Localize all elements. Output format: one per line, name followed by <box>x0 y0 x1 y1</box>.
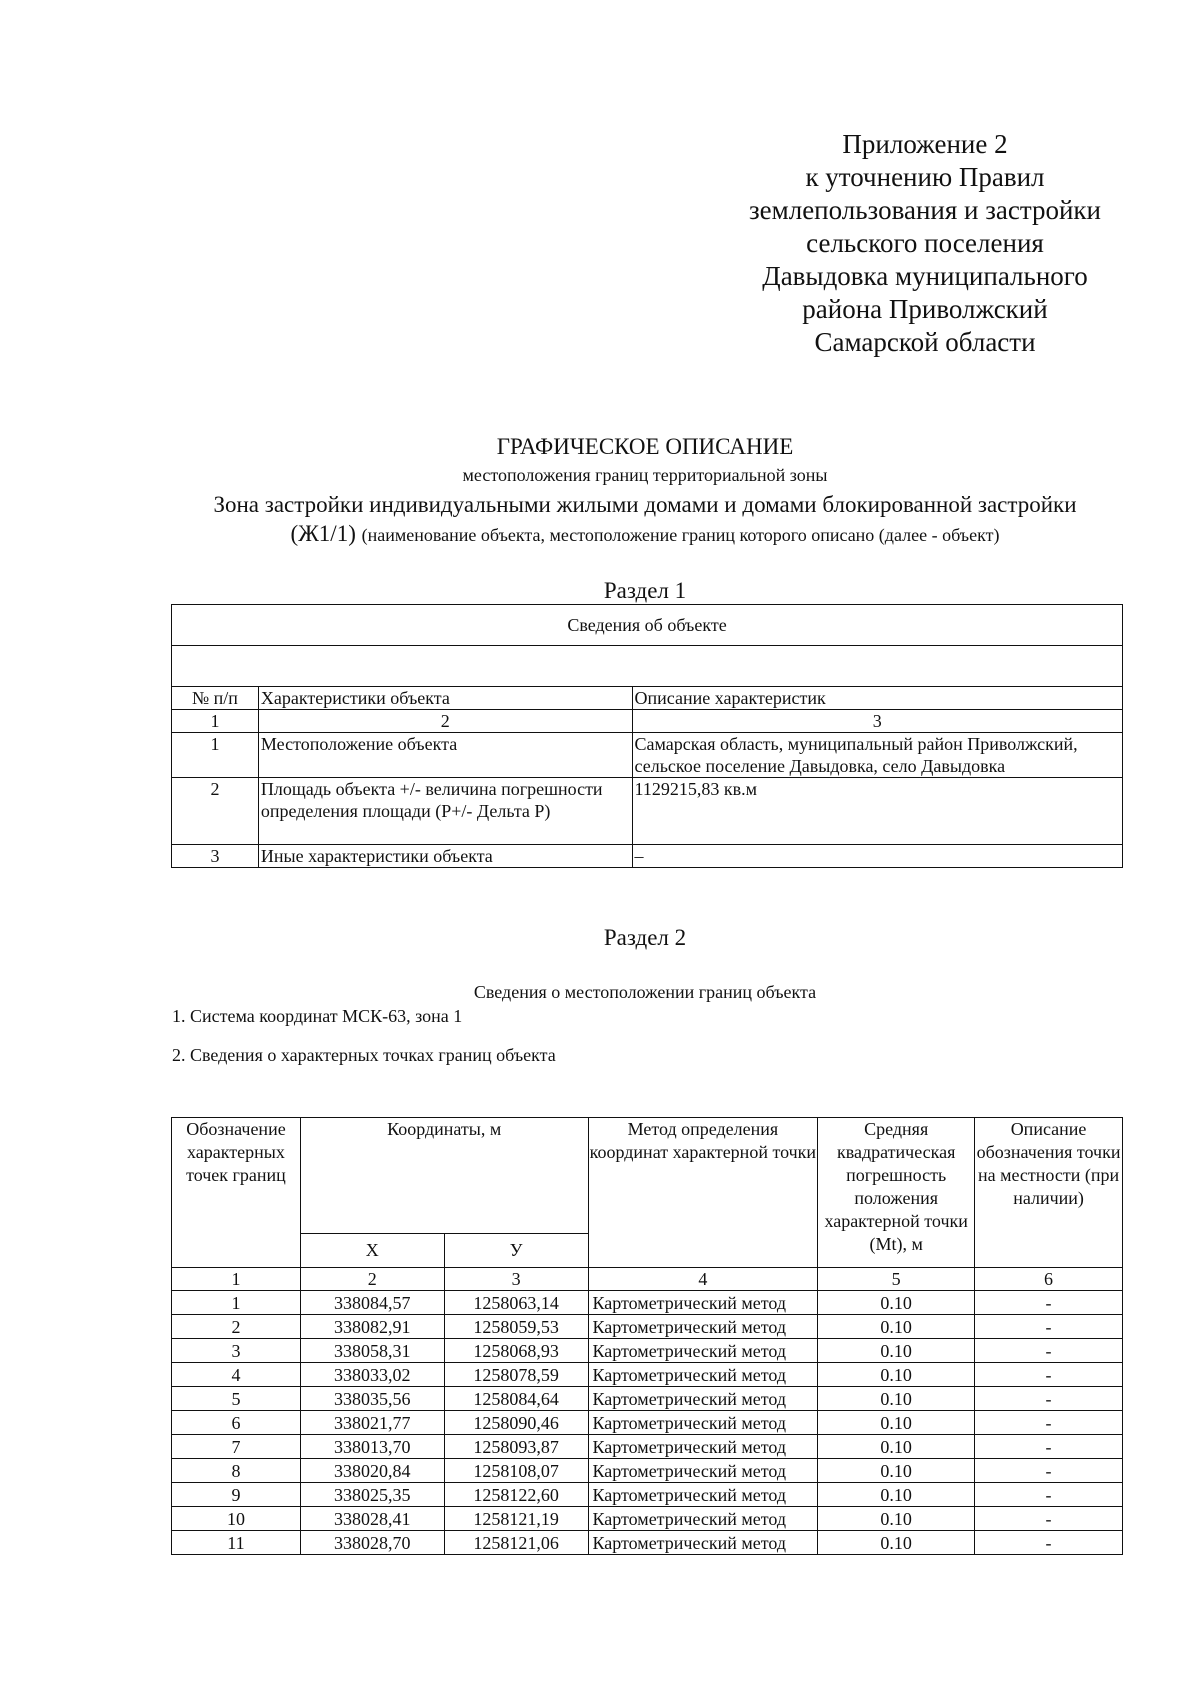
point-id: 2 <box>172 1315 301 1339</box>
column-number: 1 <box>172 710 259 733</box>
point-id: 1 <box>172 1291 301 1315</box>
coordinate-system: 1. Система координат МСК-63, зона 1 <box>172 1006 463 1026</box>
column-number: 1 <box>172 1268 301 1291</box>
characteristic-name: Площадь объекта +/- величина погрешности определения площади (Р+/- Дельта Р) <box>258 778 632 845</box>
appendix-line: землепользования и застройки <box>748 195 1101 225</box>
row-number: 2 <box>172 778 259 845</box>
point-method: Картометрический метод <box>588 1315 818 1339</box>
header-coordinates: Координаты, м <box>300 1118 588 1234</box>
point-id: 10 <box>172 1507 301 1531</box>
point-error: 0.10 <box>818 1291 975 1315</box>
zone-name: Зона застройки индивидуальными жилыми домами и домами блокированной застройки <box>213 492 1077 517</box>
point-y: 1258084,64 <box>444 1387 588 1411</box>
characteristic-value: – <box>632 845 1122 868</box>
point-y: 1258121,06 <box>444 1531 588 1555</box>
point-description: - <box>975 1363 1123 1387</box>
point-description: - <box>975 1459 1123 1483</box>
point-error: 0.10 <box>818 1315 975 1339</box>
points-heading: 2. Сведения о характерных точках границ объекта <box>172 1045 556 1065</box>
characteristic-value: Самарская область, муниципальный район Приволжский, сельское поселение Давыдовка, село Давыдовка <box>632 733 1122 778</box>
point-method: Картометрический метод <box>588 1363 818 1387</box>
point-error: 0.10 <box>818 1339 975 1363</box>
table-row <box>172 1459 1123 1483</box>
object-info-table <box>171 604 1123 868</box>
point-error: 0.10 <box>818 1435 975 1459</box>
section2-subtitle: Сведения о местоположении границ объекта <box>473 982 817 1002</box>
document-subtitle: местоположения границ территориальной зоны <box>462 465 828 485</box>
row-number: 3 <box>172 845 259 868</box>
point-method: Картометрический метод <box>588 1507 818 1531</box>
point-x: 338033,02 <box>300 1363 444 1387</box>
zone-code: (Ж1/1) <box>290 521 356 546</box>
appendix-line: Давыдовка муниципального <box>762 261 1088 291</box>
table-row <box>172 1387 1123 1411</box>
point-x: 338020,84 <box>300 1459 444 1483</box>
point-x: 338058,31 <box>300 1339 444 1363</box>
table-row <box>172 1411 1123 1435</box>
point-method: Картометрический метод <box>588 1459 818 1483</box>
table-row <box>172 1435 1123 1459</box>
point-description: - <box>975 1411 1123 1435</box>
point-y: 1258090,46 <box>444 1411 588 1435</box>
point-x: 338084,57 <box>300 1291 444 1315</box>
table-row <box>172 778 1123 845</box>
table-row <box>172 1483 1123 1507</box>
column-number: 6 <box>975 1268 1123 1291</box>
row-number: 1 <box>172 733 259 778</box>
header-designation: Обозначение характерных точек границ <box>172 1118 301 1268</box>
zone-code-line <box>170 519 1120 550</box>
point-y: 1258068,93 <box>444 1339 588 1363</box>
appendix-block <box>730 128 1120 359</box>
appendix-line: Приложение 2 <box>842 129 1008 159</box>
characteristic-name: Местоположение объекта <box>258 733 632 778</box>
column-number: 5 <box>818 1268 975 1291</box>
point-id: 5 <box>172 1387 301 1411</box>
point-error: 0.10 <box>818 1387 975 1411</box>
column-number: 3 <box>632 710 1122 733</box>
point-description: - <box>975 1387 1123 1411</box>
appendix-line: к уточнению Правил <box>805 162 1045 192</box>
point-error: 0.10 <box>818 1483 975 1507</box>
point-y: 1258122,60 <box>444 1483 588 1507</box>
point-x: 338035,56 <box>300 1387 444 1411</box>
zone-note: (наименование объекта, местоположение границ которого описано (далее - объект) <box>361 525 1000 545</box>
point-x: 338025,35 <box>300 1483 444 1507</box>
point-y: 1258121,19 <box>444 1507 588 1531</box>
point-description: - <box>975 1531 1123 1555</box>
point-method: Картометрический метод <box>588 1387 818 1411</box>
empty-row <box>172 646 1123 687</box>
point-method: Картометрический метод <box>588 1291 818 1315</box>
point-description: - <box>975 1483 1123 1507</box>
column-number: 2 <box>300 1268 444 1291</box>
point-description: - <box>975 1291 1123 1315</box>
table-row <box>172 1339 1123 1363</box>
point-y: 1258093,87 <box>444 1435 588 1459</box>
point-error: 0.10 <box>818 1411 975 1435</box>
point-x: 338021,77 <box>300 1411 444 1435</box>
header-error: Средняя квадратическая погрешность положения характерной точки (Мt), м <box>818 1118 975 1268</box>
point-id: 6 <box>172 1411 301 1435</box>
point-description: - <box>975 1339 1123 1363</box>
point-method: Картометрический метод <box>588 1531 818 1555</box>
appendix-line: Самарской области <box>814 327 1036 357</box>
header-y: У <box>444 1234 588 1268</box>
header-method: Метод определения координат характерной точки <box>588 1118 818 1268</box>
table-row <box>172 1507 1123 1531</box>
point-method: Картометрический метод <box>588 1483 818 1507</box>
table-row <box>172 1315 1123 1339</box>
point-error: 0.10 <box>818 1507 975 1531</box>
point-y: 1258059,53 <box>444 1315 588 1339</box>
point-y: 1258108,07 <box>444 1459 588 1483</box>
point-description: - <box>975 1435 1123 1459</box>
header-description: Описание обозначения точки на местности (при наличии) <box>975 1118 1123 1268</box>
point-error: 0.10 <box>818 1531 975 1555</box>
table-row <box>172 1291 1123 1315</box>
table-row <box>172 1531 1123 1555</box>
point-description: - <box>975 1315 1123 1339</box>
point-method: Картометрический метод <box>588 1411 818 1435</box>
point-description: - <box>975 1507 1123 1531</box>
point-error: 0.10 <box>818 1459 975 1483</box>
header-x: Х <box>300 1234 444 1268</box>
column-header: Характеристики объекта <box>258 687 632 710</box>
point-id: 3 <box>172 1339 301 1363</box>
table-row <box>172 733 1123 778</box>
characteristic-name: Иные характеристики объекта <box>258 845 632 868</box>
column-number: 3 <box>444 1268 588 1291</box>
point-x: 338082,91 <box>300 1315 444 1339</box>
point-y: 1258078,59 <box>444 1363 588 1387</box>
point-x: 338028,41 <box>300 1507 444 1531</box>
table-row <box>172 1363 1123 1387</box>
point-y: 1258063,14 <box>444 1291 588 1315</box>
document-title: ГРАФИЧЕСКОЕ ОПИСАНИЕ <box>496 434 794 459</box>
point-x: 338013,70 <box>300 1435 444 1459</box>
point-x: 338028,70 <box>300 1531 444 1555</box>
point-id: 7 <box>172 1435 301 1459</box>
section1-title: Раздел 1 <box>603 578 687 603</box>
appendix-line: района Приволжский <box>802 294 1048 324</box>
point-id: 11 <box>172 1531 301 1555</box>
point-method: Картометрический метод <box>588 1435 818 1459</box>
column-header: № п/п <box>172 687 259 710</box>
object-info-header: Сведения об объекте <box>172 605 1123 646</box>
point-id: 8 <box>172 1459 301 1483</box>
characteristic-value: 1129215,83 кв.м <box>632 778 1122 845</box>
point-id: 9 <box>172 1483 301 1507</box>
boundary-points-table <box>171 1117 1123 1555</box>
section2-title: Раздел 2 <box>603 925 687 950</box>
point-error: 0.10 <box>818 1363 975 1387</box>
point-id: 4 <box>172 1363 301 1387</box>
column-number: 2 <box>258 710 632 733</box>
appendix-line: сельского поселения <box>806 228 1044 258</box>
table-row <box>172 845 1123 868</box>
column-header: Описание характеристик <box>632 687 1122 710</box>
point-method: Картометрический метод <box>588 1339 818 1363</box>
column-number: 4 <box>588 1268 818 1291</box>
